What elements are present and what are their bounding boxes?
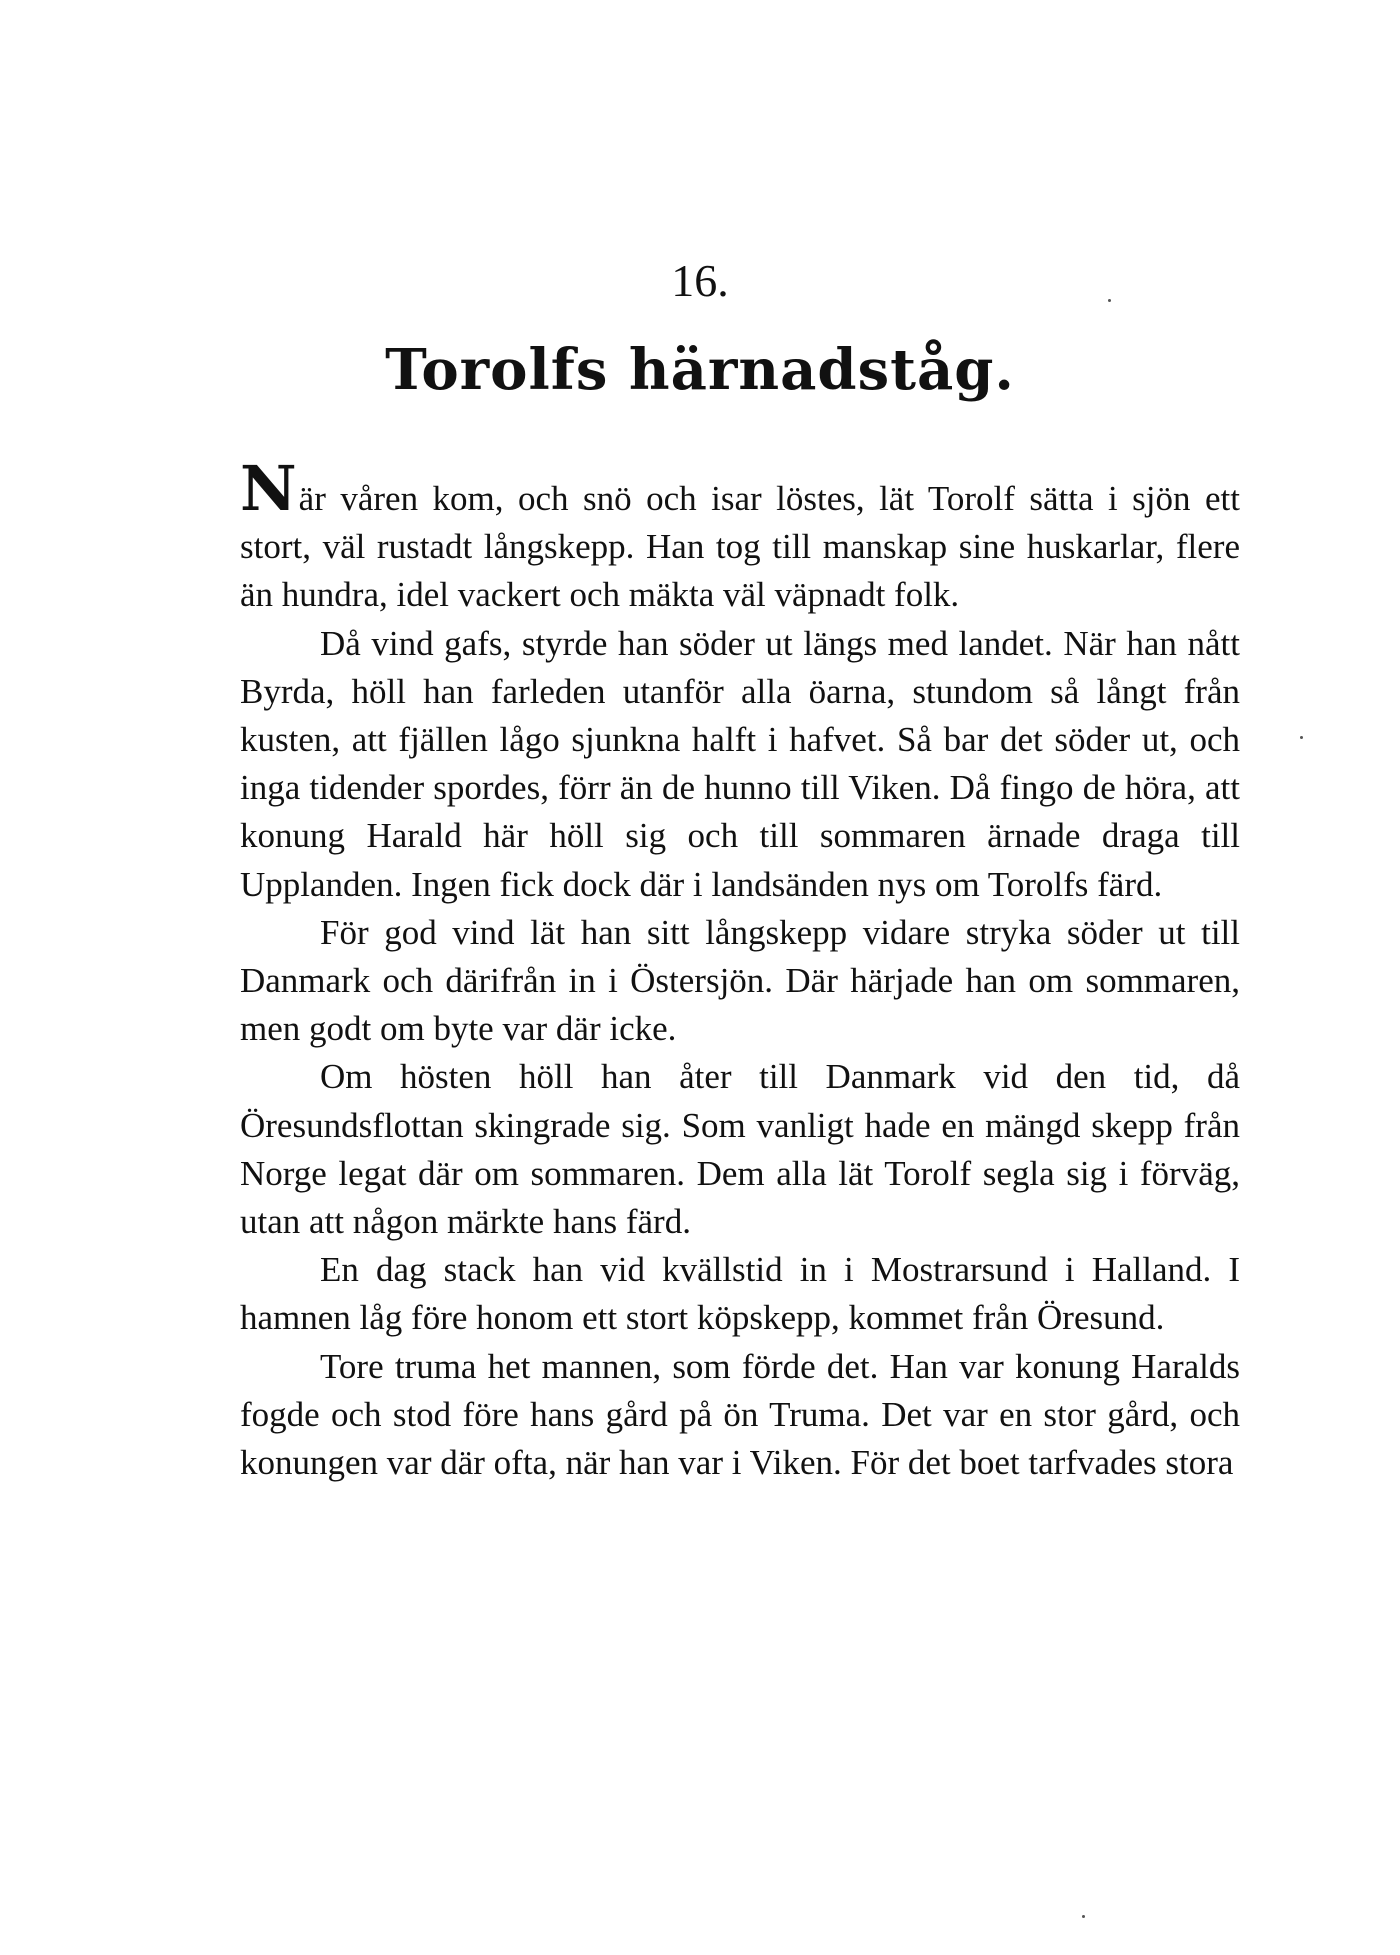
body-text: [240, 452, 1240, 1487]
chapter-title: Torolfs härnadståg.: [385, 337, 1015, 403]
paper-speck: [1082, 1915, 1085, 1918]
chapter-number: 16.: [671, 255, 729, 306]
paper-speck: [1300, 736, 1303, 739]
paragraph: För god vind lät han sitt långskepp vidare stryka söder ut till Danmark och därifrån in i Östersjön. Där härjade han om sommaren, men godt om byte var där icke.: [240, 912, 1240, 1049]
paragraph: Tore truma het mannen, som förde det. Han var konung Haralds fogde och stod före hans gård på ön Truma. Det var en stor gård, och konungen var där ofta, när han var i Viken. För det boet tarfvades stora: [240, 1346, 1240, 1483]
paragraph: [240, 452, 1240, 620]
paragraph: Om hösten höll han åter till Danmark vid den tid, då Öresundsflottan skingrade sig. Som vanligt hade en mängd skepp från Norge legat där om sommaren. Dem alla lät Torolf segla sig i förväg, utan att någon märkte hans färd.: [240, 1057, 1240, 1242]
paragraph: En dag stack han vid kvällstid in i Mostrarsund i Halland. I hamnen låg före honom ett stort köpskepp, kommet från Öresund.: [240, 1250, 1240, 1338]
drop-cap: N: [240, 452, 297, 525]
paragraph-text: är våren kom, och snö och isar löstes, lät Torolf sätta i sjön ett stort, väl rustadt långskepp. Han tog till manskap sine huskarlar, flere än hundra, idel vackert och mäkta väl väpnadt folk.: [240, 479, 1240, 615]
paragraph: Då vind gafs, styrde han söder ut längs med landet. När han nått Byrda, höll han farleden utanför alla öarna, stundom så långt från kusten, att fjällen lågo sjunkna halft i hafvet. Så bar det söder ut, och inga tidender spordes, förr än de hunno till Viken. Då fingo de höra, att konung Harald här höll sig och till sommaren ärnade draga till Upplanden. Ingen fick dock där i landsänden nys om Torolfs färd.: [240, 623, 1240, 904]
paper-speck: [1108, 299, 1111, 302]
